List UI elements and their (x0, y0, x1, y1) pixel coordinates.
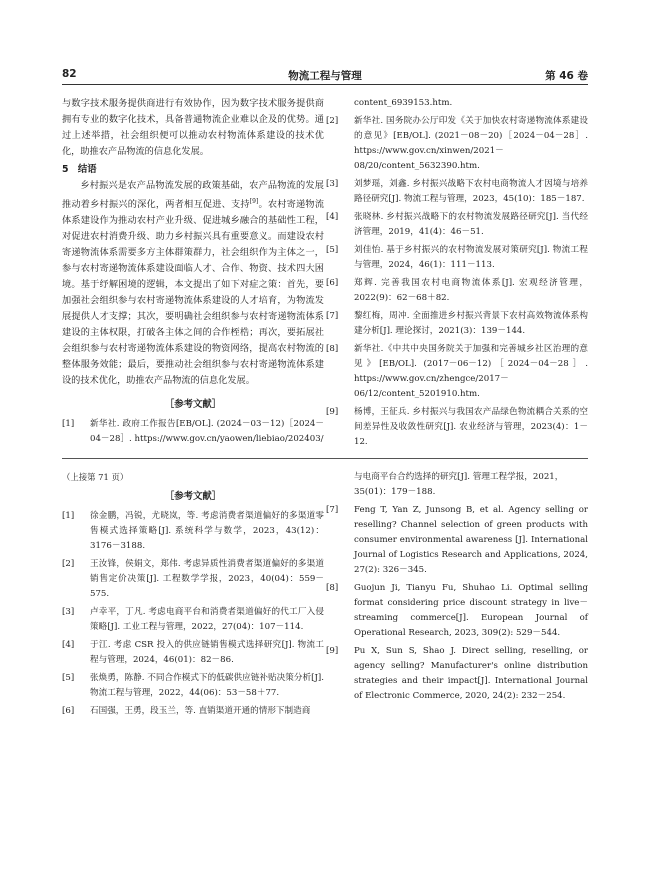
reference-text: Guojun Ji, Tianyu Fu, Shuhao Li. Optimal selling format considering price discount strategy in live－streaming commerce[J]. European Journal of Operational Research, 2023, 309(2): 529－544. (354, 583, 588, 638)
continued-note: （上接第 71 页） (62, 472, 129, 482)
reference-item (62, 509, 324, 554)
reference-number: [9] (326, 407, 339, 417)
reference-number: [3] (62, 607, 75, 617)
reference-item (62, 417, 324, 447)
reference-number: [5] (62, 673, 75, 683)
reference-text: 张焕勇，陈静. 不同合作模式下的低碳供应链补贴决策分析[J]. 物流工程与管理，2022，44(06)：53－58＋77. (90, 673, 324, 698)
top-right-column (326, 96, 588, 453)
journal-title: 物流工程与管理 (288, 70, 362, 82)
reference-number: [7] (326, 505, 339, 515)
reference-item (326, 276, 588, 306)
reference-text: 新华社. 政府工作报告[EB/OL]. (2024－03－12)［2024－04－28］. https://www.gov.cn/yaowen/liebiao/202403/ (90, 419, 324, 445)
top-left-column (62, 96, 324, 450)
reference-continued: content_6939153.htm. (354, 98, 453, 108)
reference-item (326, 503, 588, 578)
reference-number: [1] (62, 419, 75, 430)
reference-number: [2] (62, 559, 75, 569)
reference-item (62, 605, 324, 635)
reference-text: 刘佳怡. 基于乡村振兴的农村物流发展对策研究[J]. 物流工程与管理，2024，46(1)：111－113. (354, 245, 588, 270)
reference-text: 卢幸平，丁凡. 考虑电商平台和消费者渠道偏好的代工厂入侵策略[J]. 工业工程与管理，2022，27(04)：107－114. (90, 607, 324, 632)
paragraph-conclusion (62, 178, 324, 389)
reference-item (62, 671, 324, 701)
reference-text: Pu X, Sun S, Shao J. Direct selling, reselling, or agency selling? Manufacturer's online distribution strategies and their impact[J]. International Journal of Electronic Commerce, 2020, 24(2): 232－254. (354, 646, 588, 701)
reference-number: [6] (326, 278, 339, 288)
references-title: ［参考文献］ (164, 491, 222, 502)
reference-number: [5] (326, 245, 339, 255)
references-title: ［参考文献］ (164, 399, 222, 411)
reference-number: [4] (326, 212, 339, 222)
section-heading-conclusion: 5 结语 (62, 164, 97, 175)
reference-item (326, 210, 588, 240)
citation-marker: [9] (249, 198, 259, 205)
reference-continued: 与电商平台合约选择的研究[J]. 管理工程学报，2021，35(01)：179－188. (354, 472, 564, 497)
reference-item (62, 638, 324, 668)
reference-number: [4] (62, 640, 75, 650)
conclusion-text-b: 。农村寄递物流体系建设作为推动农村产业升级、促进城乡融合的基础性工程，对促进农村消费升级、助力乡村振兴具有重要意义。而建设农村寄递物流体系需要多方主体群策群力，社会组织作为主体之一，参与农村寄递物流体系建设面临人才、合作、物资、技术四大困境。基于纾解困境的逻辑，本文提出了如下对症之策：首先，要加强社会组织参与农村寄递物流体系建设的人才培育，为物流发展提供人才支撑；其次，要明确社会组织参与农村寄递物流体系建设的主体权限，打破各主体之间的合作桎梏；再次，要拓展社会组织参与农村寄递物流体系建设的物资网络，提高农村物流的整体服务效能；最后，要推动社会组织参与农村寄递物流体系建设的技术优化，助推农产品物流的信息化发展。 (62, 199, 325, 387)
reference-number: [8] (326, 344, 339, 354)
reference-item (62, 704, 324, 719)
reference-number: [1] (62, 511, 75, 521)
bottom-left-column (62, 470, 324, 722)
reference-number: [2] (326, 116, 339, 126)
reference-text: 王汝锋，侯娟文，郑伟. 考虑异质性消费者渠道偏好的多渠道销售定价决策[J]. 工程数学学报，2023，40(04)：559－575. (90, 559, 324, 599)
reference-item (326, 243, 588, 273)
reference-number: [6] (62, 706, 75, 716)
reference-item (326, 309, 588, 339)
reference-item (326, 342, 588, 402)
reference-item (326, 177, 588, 207)
paragraph-continued: 与数字技术服务提供商进行有效协作，因为数字技术服务提供商拥有专业的数字化技术，具备普通物流企业难以企及的优势。通过上述举措，社会组织便可以推动农村物流体系建设的技术优化，助推农产品物流的信息化发展。 (62, 98, 324, 157)
reference-text: 新华社. 国务院办公厅印发《关于加快农村寄递物流体系建设的意见》[EB/OL]. (2021－08－20)［2024－04－28］. https://www.gov.cn/xinwen/2021－08/20/content_5632390.htm. (354, 116, 588, 171)
reference-item (326, 581, 588, 641)
reference-text: 黎红梅，周冲. 全面推进乡村振兴背景下农村高效物流体系构建分析[J]. 理论探讨，2021(3)：139－144. (354, 311, 588, 336)
reference-number: [7] (326, 311, 339, 321)
reference-item (326, 114, 588, 174)
reference-number: [3] (326, 179, 339, 189)
volume-label: 第 46 卷 (545, 70, 588, 82)
reference-text: 新华社.《中共中央国务院关于加强和完善城乡社区治理的意见》[EB/OL]. (2017－06－12)［2024－04－28］. https://www.gov.cn/zhengce/2017－06/12/content_5201910.htm. (354, 344, 588, 399)
reference-text: 张晓林. 乡村振兴战略下的农村物流发展路径研究[J]. 当代经济管理，2019，41(4)：46－51. (354, 212, 588, 237)
reference-text: 徐金鹏，冯锐，尤晓岚，等. 考虑消费者渠道偏好的多渠道零售模式选择策略[J]. 系统科学与数学，2023，43(12)：3176－3188. (90, 511, 324, 551)
reference-text: Feng T, Yan Z, Junsong B, et al. Agency selling or reselling? Channel selection of green products with consumer environmental awareness [J]. International Journal of Logistics Research and Applications, 2024, 27(2): 326－345. (354, 505, 588, 575)
reference-text: 石国强，王勇，段玉兰，等. 直销渠道开通的情形下制造商 (90, 706, 311, 716)
reference-item (326, 405, 588, 450)
article-divider (62, 458, 588, 459)
bottom-right-column (326, 470, 588, 707)
reference-number: [9] (326, 646, 339, 656)
reference-text: 杨博，王征兵. 乡村振兴与我国农产品绿色物流耦合关系的空间差异性及收敛性研究[J]. 农业经济与管理，2023(4)：1－12. (354, 407, 588, 447)
page-number: 82 (62, 68, 77, 80)
reference-item (326, 644, 588, 704)
conclusion-text-a: 乡村振兴是农产品物流发展的政策基础，农产品物流的发展推动着乡村振兴的深化，两者相互促进、支持 (62, 180, 324, 211)
reference-text: 刘梦瑶，刘鑫. 乡村振兴战略下农村电商物流人才因境与培养路径研究[J]. 物流工程与管理，2023，45(10)：185－187. (354, 179, 588, 204)
reference-text: 于江. 考虑 CSR 投入的供应链销售模式选择研究[J]. 物流工程与管理，2024，46(01)：82－86. (90, 640, 324, 665)
reference-number: [8] (326, 583, 339, 593)
reference-text: 郑辉. 完善我国农村电商物流体系[J]. 宏观经济管理，2022(9)：62－68＋82. (354, 278, 588, 303)
page-header (62, 64, 588, 85)
reference-item (62, 557, 324, 602)
